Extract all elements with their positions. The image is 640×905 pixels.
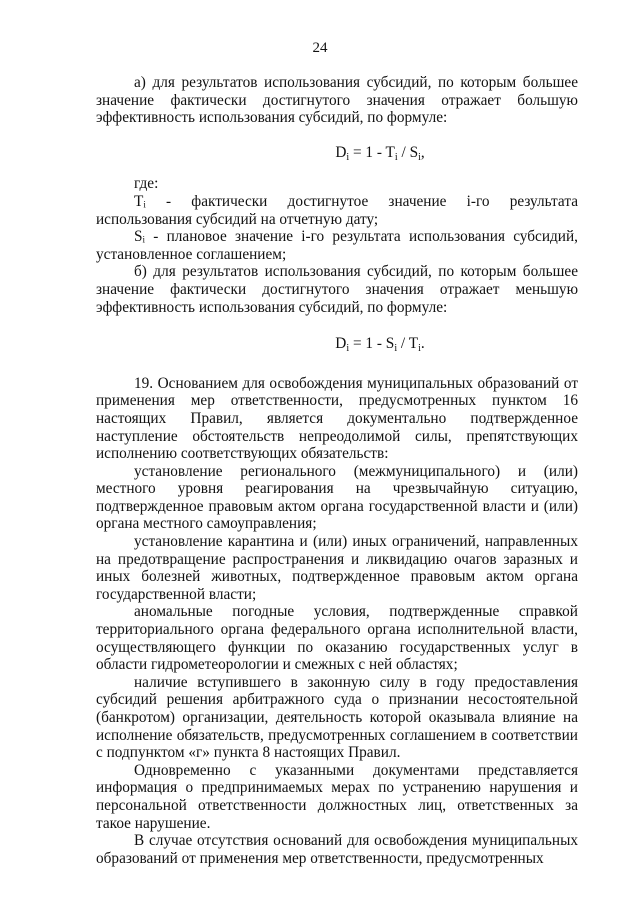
formula-1: [96, 144, 578, 162]
formula-1-mid: / S: [397, 143, 419, 161]
paragraph-a-intro: а) для результатов использования субсидий, по которым большее значение фактически достигнутого значения отражает большую эффективность использования субсидий, по формуле:: [96, 74, 578, 127]
list-item-weather: аномальные погодные условия, подтвержденные справкой территориального органа федерального органа исполнительной власти, осуществляющего функции по оказанию государственных услуг в области гидрометеорологии и смежных с ней областях;: [96, 603, 578, 674]
list-item-quarantine: установление карантина и (или) иных ограничений, направленных на предотвращение распространения и ликвидацию очагов заразных и иных болезней животных, подтвержденное правовым актом органа государственной власти;: [96, 533, 578, 603]
formula-2-mid: / T: [397, 335, 419, 353]
formula-2: [96, 335, 578, 353]
document-body: [96, 74, 578, 867]
paragraph-ti-definition: Tᵢ - фактически достигнутое значение i-го результата использования субсидий на отчетную дату;: [96, 192, 578, 228]
formula-1-lhs: D: [335, 143, 347, 161]
paragraph-b-intro: б) для результатов использования субсидий, по которым большее значение фактически достигнутого значения отражает меньшую эффективность использования субсидий, по формуле:: [96, 263, 578, 316]
formula-2-sub-c: i: [418, 343, 421, 355]
formula-2-end: .: [420, 335, 425, 353]
page-number: 24: [312, 40, 328, 56]
formula-2-sub-a: i: [346, 343, 350, 355]
paragraph-absence: В случае отсутствия оснований для освобождения муниципальных образований от применения мер ответственности, предусмотренных: [96, 832, 578, 867]
formula-2-eq: = 1 - S: [349, 335, 395, 353]
paragraph-where: где:: [134, 175, 159, 193]
formula-2-sub-b: i: [394, 343, 398, 355]
formula-1-sub-a: i: [346, 151, 350, 163]
paragraph-si-definition: Sᵢ - плановое значение i-го результата использования субсидий, установленное соглашением;: [96, 228, 578, 263]
list-item-bankruptcy: наличие вступившего в законную силу в году предоставления субсидий решения арбитражного суда о признании несостоятельной (банкротом) организации, деятельность которой оказывала влияние на исполнение обязательств, предусмотренных соглашением в соответствии с подпунктом «г» пункта 8 настоящих Правил.: [96, 673, 578, 762]
formula-1-sub-b: i: [394, 151, 398, 163]
formula-1-end: ,: [420, 143, 425, 161]
paragraph-19: 19. Основанием для освобождения муниципальных образований от применения мер ответственности, предусмотренных пунктом 16 настоящих Правил, является документально подтвержденное наступление обстоятельств непреодолимой силы, препятствующих исполнению соответствующих обязательств:: [96, 374, 578, 463]
formula-1-sub-c: i: [418, 151, 421, 163]
formula-1-eq: = 1 - T: [349, 143, 395, 161]
paragraph-simultaneously: Одновременно с указанными документами представляется информация о предпринимаемых мерах по устранению нарушения и персональной ответственности должностных лиц, ответственных за такое нарушение.: [96, 761, 578, 832]
list-item-emergency: установление регионального (межмуниципального) и (или) местного уровня реагирования на чрезвычайную ситуацию, подтвержденное правовым актом органа государственной власти и (или) органа местного самоуправления;: [96, 462, 578, 533]
formula-2-lhs: D: [335, 335, 347, 353]
